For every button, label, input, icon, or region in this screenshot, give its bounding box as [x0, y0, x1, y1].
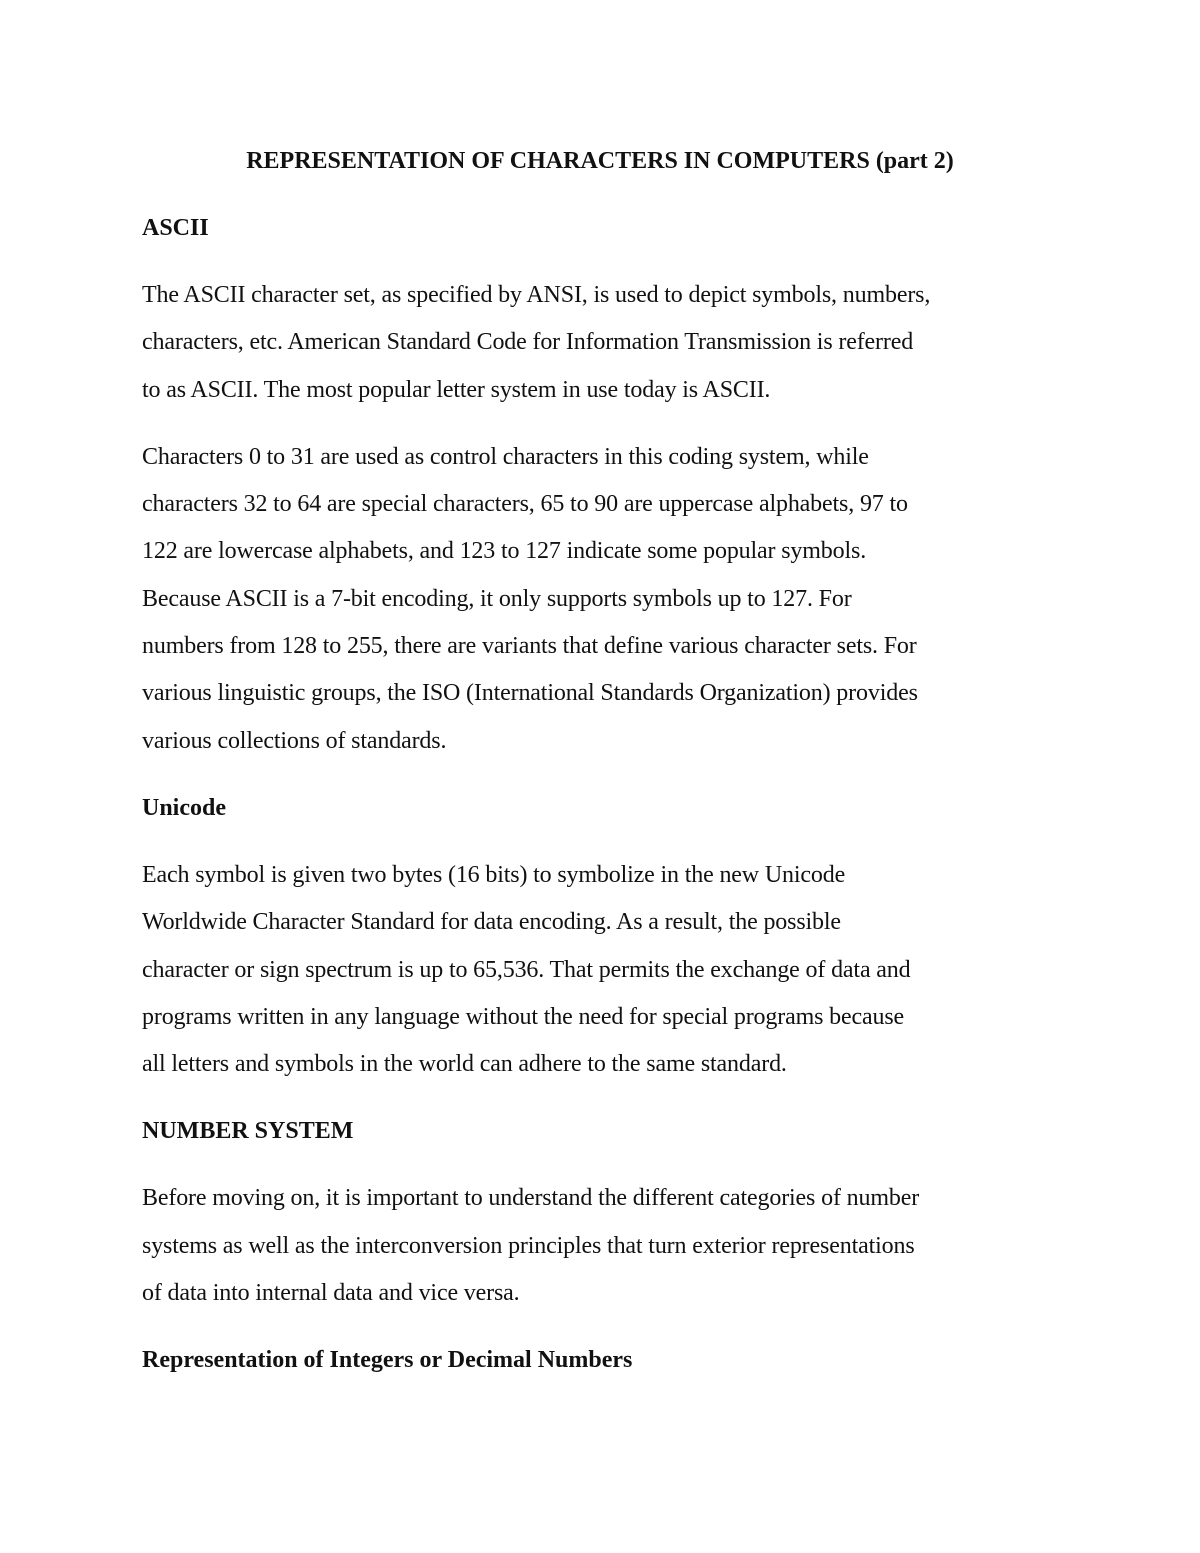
text-line: 122 are lowercase alphabets, and 123 to 127 indicate some popular symbols.	[142, 538, 867, 565]
text-line: to as ASCII. The most popular letter system in use today is ASCII.	[142, 376, 771, 403]
text-line: character or sign spectrum is up to 65,536. That permits the exchange of data and	[142, 956, 911, 983]
text-line: Worldwide Character Standard for data encoding. As a result, the possible	[142, 909, 841, 936]
text-line: characters, etc. American Standard Code for Information Transmission is referred	[142, 329, 914, 356]
text-line: various linguistic groups, the ISO (International Standards Organization) provides	[142, 680, 918, 707]
text-line: programs written in any language without the need for special programs because	[142, 1003, 905, 1030]
text-line: Characters 0 to 31 are used as control characters in this coding system, while	[142, 443, 869, 470]
text-line: characters 32 to 64 are special characters, 65 to 90 are uppercase alphabets, 97 to	[142, 491, 908, 518]
text-line: Because ASCII is a 7-bit encoding, it only supports symbols up to 127. For	[142, 585, 852, 612]
section-heading-integers: Representation of Integers or Decimal Numbers	[142, 1347, 633, 1374]
text-line: various collections of standards.	[142, 727, 447, 754]
text-line: The ASCII character set, as specified by ANSI, is used to depict symbols, numbers,	[142, 282, 931, 308]
text-line: of data into internal data and vice versa.	[142, 1280, 520, 1307]
document-title: REPRESENTATION OF CHARACTERS IN COMPUTERS (part 2)	[246, 148, 954, 174]
text-line: Before moving on, it is important to understand the different categories of number	[142, 1185, 920, 1212]
text-line: systems as well as the interconversion principles that turn exterior representations	[142, 1232, 915, 1259]
paragraph-ascii-intro	[142, 272, 1082, 414]
text-line: numbers from 128 to 255, there are variants that define various character sets. For	[142, 633, 917, 660]
document-body	[142, 138, 1082, 1384]
paragraph-ascii-ranges	[142, 434, 1082, 765]
section-heading-ascii: ASCII	[142, 215, 209, 241]
text-line: Each symbol is given two bytes (16 bits) to symbolize in the new Unicode	[142, 861, 846, 888]
text-line: all letters and symbols in the world can adhere to the same standard.	[142, 1051, 787, 1078]
paragraph-number-system	[142, 1175, 1082, 1317]
section-heading-number-system: NUMBER SYSTEM	[142, 1118, 354, 1145]
section-heading-unicode: Unicode	[142, 794, 226, 821]
paragraph-unicode	[142, 852, 1082, 1088]
